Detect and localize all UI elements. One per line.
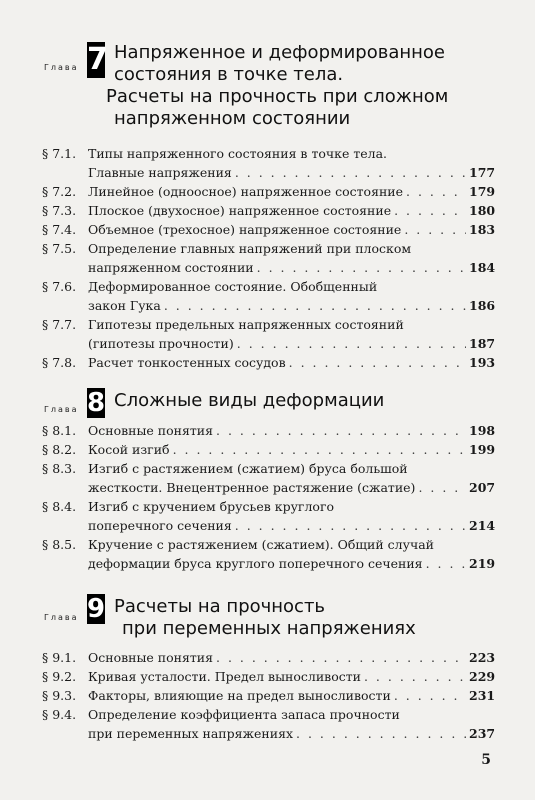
entry-title: Основные понятия: [88, 650, 213, 665]
chapter-heading: [40, 388, 495, 422]
chapter-heading: [40, 594, 495, 639]
leader-dots: [235, 516, 466, 535]
entry-title: закон Гука: [88, 298, 161, 313]
leader-dots: [296, 724, 466, 743]
chapter-7: [40, 42, 496, 370]
leader-dots: [289, 353, 466, 372]
entry-title: Основные понятия: [88, 423, 213, 438]
page-ref: 207: [469, 480, 496, 495]
leader-dots: [235, 163, 466, 182]
toc-entry[interactable]: [40, 201, 495, 220]
entry-title: Косой изгиб: [88, 442, 170, 457]
chapter-label: Глава: [44, 405, 79, 414]
entry-title: Главные напряжения: [88, 165, 232, 180]
entry-title: Изгиб с растяжением (сжатием) бруса большой: [88, 461, 408, 476]
entry-title: Расчет тонкостенных сосудов: [88, 355, 286, 370]
section-number: § 7.3.: [42, 203, 77, 218]
toc-entry[interactable]: [40, 182, 495, 201]
chapter-9: [40, 594, 496, 741]
entry-title: Кривая усталости. Предел выносливости: [88, 669, 361, 684]
leader-dots: [364, 667, 466, 686]
chapter-title-line: Расчеты на прочность: [114, 596, 326, 617]
section-number: § 9.4.: [42, 707, 77, 722]
section-number: § 7.7.: [42, 317, 77, 332]
page-ref: 219: [469, 556, 496, 571]
page-ref: 180: [469, 203, 496, 218]
entry-title: Линейное (одноосное) напряженное состояние: [88, 184, 404, 199]
chapter-title-line: Сложные виды деформации: [114, 390, 385, 411]
section-number: § 8.1.: [42, 423, 77, 438]
leader-dots: [394, 201, 466, 220]
page-ref: 177: [469, 165, 496, 180]
entry-title: Гипотезы предельных напряженных состояний: [88, 317, 404, 332]
toc-entry[interactable]: [40, 144, 495, 182]
section-number: § 7.1.: [42, 146, 77, 161]
toc-entry[interactable]: [40, 239, 495, 277]
toc-entry[interactable]: [40, 535, 495, 573]
toc-entry[interactable]: [40, 497, 495, 535]
chapter-title-line: Расчеты на прочность при сложном: [106, 86, 449, 107]
leader-dots: [257, 258, 466, 277]
chapter-title: [106, 42, 449, 130]
section-number: § 7.2.: [42, 184, 77, 199]
leader-dots: [237, 334, 466, 353]
toc-entry[interactable]: [40, 277, 495, 315]
entry-title: Объемное (трехосное) напряженное состояние: [88, 222, 402, 237]
chapter-title: [114, 390, 384, 412]
page-ref: 184: [469, 260, 496, 275]
chapter-heading: [40, 42, 495, 129]
entry-title: напряженном состоянии: [88, 260, 254, 275]
chapter-title-line: при переменных напряжениях: [122, 618, 416, 639]
toc-entry[interactable]: [40, 459, 495, 497]
toc-entry[interactable]: [40, 667, 495, 686]
section-number: § 9.1.: [42, 650, 77, 665]
page-ref: 237: [469, 726, 496, 741]
chapter-number: 8: [87, 388, 106, 418]
leader-dots: [406, 182, 466, 201]
section-number: § 8.2.: [42, 442, 77, 457]
leader-dots: [394, 686, 466, 705]
section-number: § 8.3.: [42, 461, 77, 476]
entry-title: Плоское (двухосное) напряженное состояние: [88, 203, 392, 218]
toc-entry[interactable]: [40, 705, 495, 743]
chapter-title-line: состояния в точке тела.: [114, 64, 344, 85]
entry-title: Определение коэффициента запаса прочности: [88, 707, 400, 722]
page-ref: 214: [469, 518, 496, 533]
toc-entry[interactable]: [40, 440, 495, 459]
chapter-number: 9: [87, 594, 106, 624]
page-ref: 186: [469, 298, 496, 313]
chapter-label: Глава: [44, 613, 79, 622]
chapter-title: [114, 596, 416, 640]
chapter-label: Глава: [44, 63, 79, 72]
toc-entries: [40, 144, 495, 372]
entry-title: (гипотезы прочности): [88, 336, 234, 351]
toc-entry[interactable]: [40, 315, 495, 353]
entry-title: Изгиб с кручением брусьев круглого: [88, 499, 335, 514]
toc-entry[interactable]: [40, 353, 495, 372]
section-number: § 9.2.: [42, 669, 77, 684]
entry-title: жесткости. Внецентренное растяжение (сжатие): [88, 480, 416, 495]
section-number: § 8.5.: [42, 537, 77, 552]
leader-dots: [216, 648, 466, 667]
section-number: § 8.4.: [42, 499, 77, 514]
page-ref: 231: [469, 688, 496, 703]
section-number: § 7.5.: [42, 241, 77, 256]
leader-dots: [216, 421, 466, 440]
leader-dots: [426, 554, 466, 573]
page-ref: 223: [469, 650, 496, 665]
toc-entry[interactable]: [40, 648, 495, 667]
leader-dots: [173, 440, 466, 459]
entry-title: Определение главных напряжений при плоском: [88, 241, 412, 256]
leader-dots: [164, 296, 466, 315]
toc-entries: [40, 421, 495, 573]
page-ref: 179: [469, 184, 496, 199]
section-number: § 7.4.: [42, 222, 77, 237]
chapter-title-line: напряженном состоянии: [114, 108, 351, 129]
section-number: § 7.6.: [42, 279, 77, 294]
entry-title: Кручение с растяжением (сжатием). Общий случай: [88, 537, 435, 552]
toc-entry[interactable]: [40, 421, 495, 440]
page-number: 5: [481, 752, 491, 768]
chapter-title-line: Напряженное и деформированное: [114, 42, 445, 63]
toc-entries: [40, 648, 495, 743]
page-ref: 229: [469, 669, 496, 684]
page-ref: 183: [469, 222, 496, 237]
entry-title: Деформированное состояние. Обобщенный: [88, 279, 378, 294]
page-ref: 199: [469, 442, 496, 457]
toc-entry[interactable]: [40, 686, 495, 705]
leader-dots: [404, 220, 466, 239]
chapter-8: [40, 388, 496, 571]
leader-dots: [418, 478, 466, 497]
entry-title: деформации бруса круглого поперечного сечения: [88, 556, 423, 571]
entry-title: при переменных напряжениях: [88, 726, 294, 741]
entry-title: поперечного сечения: [88, 518, 232, 533]
toc-entry[interactable]: [40, 220, 495, 239]
section-number: § 9.3.: [42, 688, 77, 703]
page-ref: 198: [469, 423, 496, 438]
entry-title: Факторы, влияющие на предел выносливости: [88, 688, 391, 703]
entry-title: Типы напряженного состояния в точке тела.: [88, 146, 388, 161]
section-number: § 7.8.: [42, 355, 77, 370]
page-ref: 187: [469, 336, 496, 351]
chapter-number: 7: [87, 42, 108, 77]
page-ref: 193: [469, 355, 496, 370]
